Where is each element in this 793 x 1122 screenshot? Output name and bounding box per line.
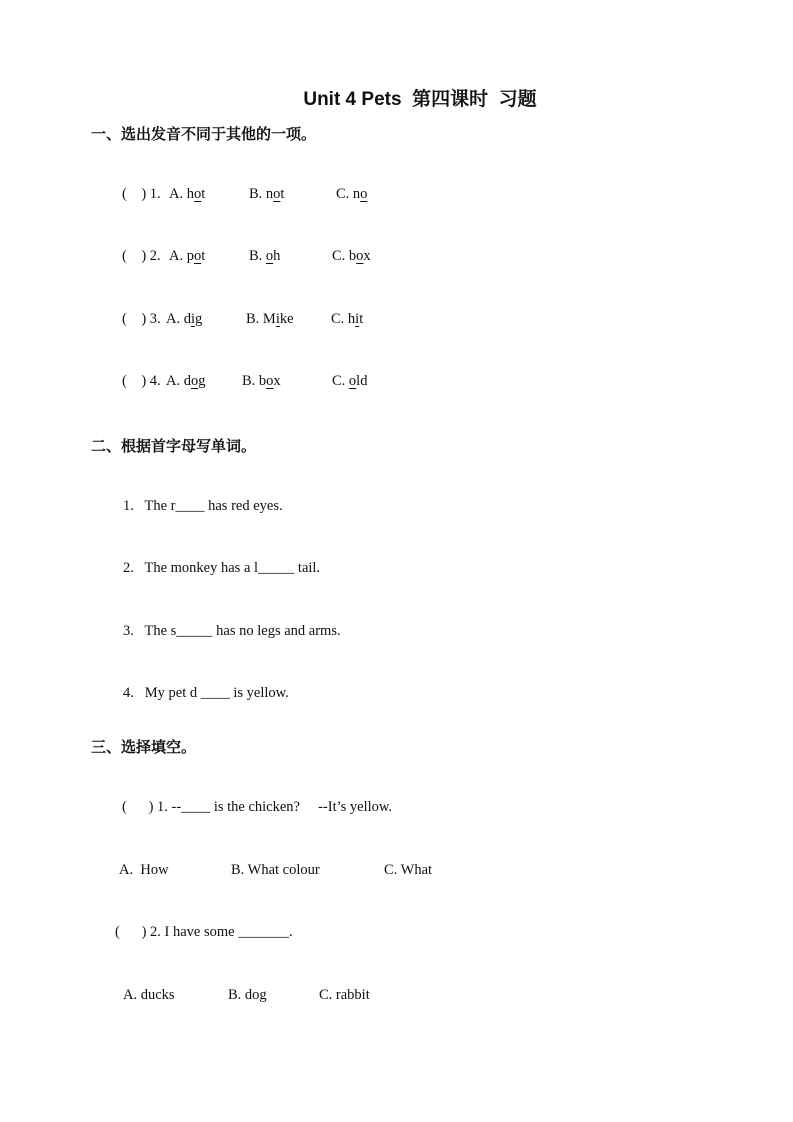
question-number: ( ) 2.	[122, 248, 165, 264]
option-a: A. dog	[166, 373, 206, 389]
option-b: B. not	[249, 186, 285, 202]
option-b: B. Mike	[246, 311, 294, 327]
section-heading-pronunciation: 一、选出发音不同于其他的一项。	[91, 125, 317, 143]
option-a: A. pot	[169, 248, 206, 264]
spelling-item-2: 2. The monkey has a l_____ tail.	[123, 560, 321, 576]
choice-question-1: ( ) 1. --____ is the chicken? --It’s yellow.	[122, 799, 393, 815]
option-a: A. dig	[166, 311, 203, 327]
option-a: A. hot	[169, 186, 206, 202]
spelling-item-3: 3. The s_____ has no legs and arms.	[123, 623, 341, 639]
choice-option-a: A. ducks	[123, 987, 175, 1003]
choice-option-c: C. rabbit	[319, 987, 370, 1003]
page-title: Unit 4 Pets 第四课时 习题	[303, 89, 537, 110]
section-heading-spelling: 二、根据首字母写单词。	[91, 437, 257, 455]
choice-option-b: B. dog	[228, 987, 267, 1003]
option-b: B. oh	[249, 248, 281, 264]
spelling-item-4: 4. My pet d ____ is yellow.	[123, 685, 289, 701]
choice-option-c: C. What	[384, 862, 433, 878]
question-number: ( ) 1.	[122, 186, 165, 202]
choice-option-b: B. What colour	[231, 862, 320, 878]
choice-question-2: ( ) 2. I have some _______.	[115, 924, 293, 940]
question-number: ( ) 4.	[122, 373, 161, 389]
question-number: ( ) 3.	[122, 311, 161, 327]
section-heading-choice: 三、选择填空。	[91, 738, 197, 756]
option-c: C. no	[336, 186, 368, 202]
option-c: C. hit	[331, 311, 364, 327]
spelling-item-1: 1. The r____ has red eyes.	[123, 498, 283, 514]
option-c: C. old	[332, 373, 368, 389]
choice-option-a: A. How	[119, 862, 169, 878]
option-c: C. box	[332, 248, 371, 264]
option-b: B. box	[242, 373, 281, 389]
